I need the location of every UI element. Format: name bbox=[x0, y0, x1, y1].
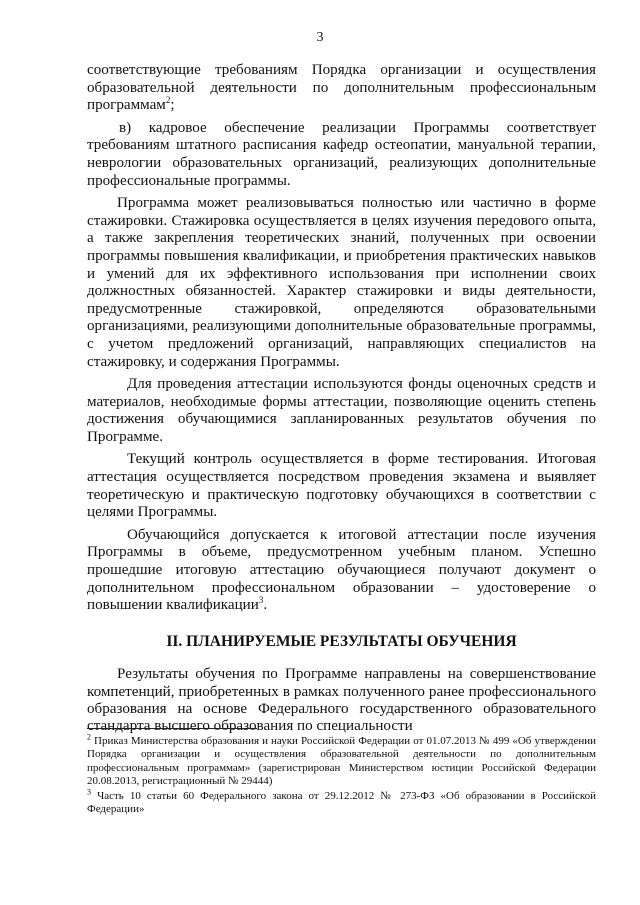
paragraph-requirements-text: соответствующие требованиям Порядка организации и осуществления образовательной деятельности по дополнительным профессиональным программам bbox=[87, 62, 596, 114]
footnote-ref-2: 2 bbox=[165, 95, 171, 106]
footnote-text: Приказ Министерства образования и науки Российской Федерации от 01.07.2013 № 499 «Об утверждении Порядка организации и осуществления образовательной деятельности по дополнительным профессиональным программам» (зарегистрирован Министерством юстиции Российской Федерации 20.08.2013, регистрационный № 29444) bbox=[87, 735, 596, 788]
footnote-text: Часть 10 статьи 60 Федерального закона от 29.12.2012 № 273-ФЗ «Об образовании в Российской Федерации» bbox=[87, 789, 596, 816]
footnote-3 bbox=[87, 786, 596, 817]
footnote-marker: 3 bbox=[87, 786, 91, 796]
paragraph-internship: Программа может реализовываться полностью или частично в форме стажировки. Стажировка осуществляется в целях изучения передового опыта, а также закрепления теоретических знаний, полученных при освоении программы повышения квалификации, и приобретения практических навыков и умений для их эффективного использования при исполнении своих должностных обязанностей. Характер стажировки и виды деятельности, предусмотренные стажировкой, определяются образовательными организациями, реализующими дополнительные образовательные программы, с учетом предложений организаций, направляющих специалистов на стажировку, и содержания Программы. bbox=[87, 195, 596, 370]
footnote-divider bbox=[87, 728, 257, 729]
paragraph-final-attestation-text: Обучающийся допускается к итоговой аттестации после изучения Программы в объеме, предусмотренном учебным планом. Успешно прошедшие итоговую аттестацию обучающиеся получают документ о дополнительном профессиональном образовании – удостоверение о повышении квалификации bbox=[87, 526, 596, 614]
footnotes bbox=[87, 728, 596, 817]
paragraph-assessment-funds: Для проведения аттестации используются фонды оценочных средств и материалов, необходимые формы аттестации, позволяющие оценить степень достижения обучающимися запланированных результатов обучения по Программе. bbox=[87, 376, 596, 445]
page-number: 3 bbox=[316, 30, 324, 45]
paragraph-final-attestation bbox=[87, 527, 596, 615]
paragraph-requirements bbox=[87, 62, 596, 115]
paragraph-current-control: Текущий контроль осуществляется в форме тестирования. Итоговая аттестация осуществляется посредством проведения экзамена и выявляет теоретическую и практическую подготовку обучающихся в соответствии с целями Программы. bbox=[87, 451, 596, 521]
footnote-2 bbox=[87, 732, 596, 789]
paragraph-final-attestation-end: . bbox=[263, 597, 268, 614]
paragraph-staffing: в) кадровое обеспечение реализации Программы соответствует требованиям штатного расписания кафедр остеопатии, мануальной терапии, неврологии образовательных организаций, реализующих дополнительные профессиональные программы. bbox=[87, 119, 596, 189]
footnote-ref-3: 3 bbox=[258, 595, 264, 606]
paragraph-learning-results: Результаты обучения по Программе направлены на совершенствование компетенций, приобретенных в рамках полученного ранее профессионального образования на основе Федерального государственного образовательного стандарта высшего образования по специальности bbox=[87, 666, 596, 735]
document-body bbox=[87, 62, 596, 740]
paragraph-requirements-end: ; bbox=[170, 97, 175, 114]
footnote-marker: 2 bbox=[87, 732, 91, 742]
section-heading: II. ПЛАНИРУЕМЫЕ РЕЗУЛЬТАТЫ ОБУЧЕНИЯ bbox=[166, 632, 517, 650]
